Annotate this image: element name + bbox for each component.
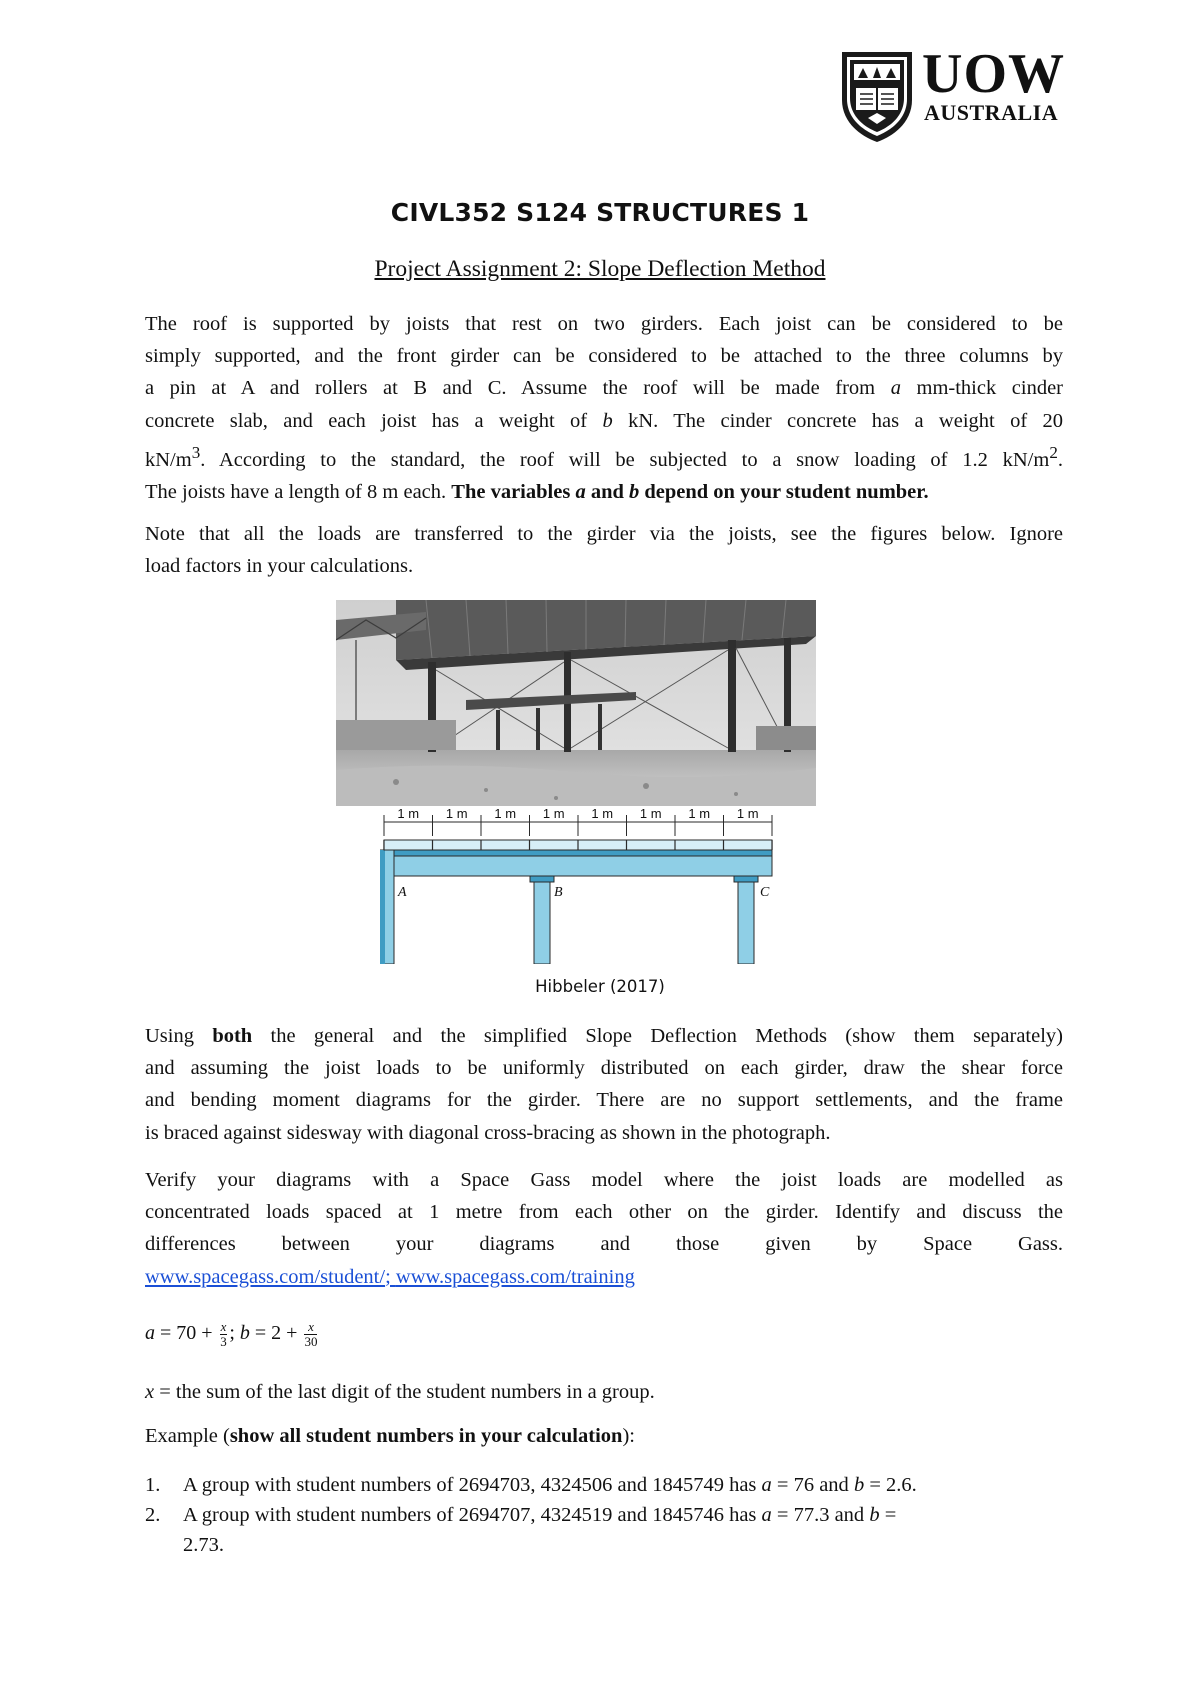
logo-uow-text: UOW [922, 43, 1065, 105]
intro-line: $kN/m^3$. According to the standard, the roof will be subjected to a snow loading of 1.2 $kN/m^2$. [145, 442, 1063, 471]
uow-crest-icon [838, 48, 916, 144]
span-label: 1 m [494, 806, 517, 821]
course-title: CIVL352 S124 STRUCTURES 1 [390, 198, 810, 227]
variable-formula: a = 70 + $\frac{x}{3}$ ; b = 2 + $\frac{x}{30}$ [145, 1319, 318, 1349]
intro-line: The roof is supported by joists that rest on two girders. Each joist can be considered to be [145, 313, 1063, 335]
verify-line: concentrated loads spaced at 1 metre from each other on the girder. Identify and discuss the [145, 1201, 1063, 1224]
column-b [534, 876, 550, 964]
figure-caption: Hibbeler (2017) [535, 977, 665, 996]
girder-top-flange [380, 850, 772, 856]
column-c-cap [734, 876, 758, 882]
fraction-b: $\frac{x}{30}$ [304, 1319, 318, 1349]
column-a-shade [380, 850, 385, 964]
girder-diagram [380, 806, 810, 964]
roof-structure-photo [336, 600, 816, 806]
logo-australia-text: AUSTRALIA [924, 100, 1059, 125]
list-item: 1. A group with student numbers of 2694703, 4324506 and 1845749 has a = 76 and b = 2.6. [145, 1474, 917, 1496]
uow-logo [838, 43, 1065, 144]
example-heading: Example (show all student numbers in your calculation): [145, 1425, 635, 1447]
span-label: 1 m [397, 806, 420, 821]
method-line: and assuming the joist loads to be uniformly distributed on each girder, draw the shear force [145, 1057, 1063, 1080]
support-label: C [760, 885, 770, 900]
support-label: A [398, 885, 407, 900]
method-line: and bending moment diagrams for the girder. There are no support settlements, and the frame [145, 1089, 1063, 1112]
intro-line: The joists have a length of 8 m each. The variables a and b depend on your student number. [145, 480, 929, 503]
span-label: 1 m [542, 806, 565, 821]
fraction-a: $\frac{x}{3}$ [220, 1319, 227, 1349]
note-line: load factors in your calculations. [145, 555, 414, 578]
method-line: Using both the general and the simplified Slope Deflection Methods (show them separately) [145, 1025, 1063, 1047]
span-label: 1 m [445, 806, 468, 821]
method-paragraph [145, 1020, 1063, 1149]
assignment-subtitle: Project Assignment 2: Slope Deflection Method [374, 256, 826, 282]
verify-links-line [145, 1261, 1063, 1293]
link-separator: ; [385, 1265, 396, 1288]
column-b-cap [530, 876, 554, 882]
spacegass-student-link[interactable]: www.spacegass.com/student/ [145, 1265, 386, 1288]
span-label: 1 m [736, 806, 759, 821]
support-label: B [554, 885, 563, 900]
list-item: 2. A group with student numbers of 2694707, 4324519 and 1845746 has a = 77.3 and b = 2.73. [145, 1504, 897, 1556]
span-label: 1 m [639, 806, 662, 821]
verify-paragraph [145, 1164, 1063, 1293]
verify-line: Verify your diagrams with a Space Gass model where the joist loads are modelled as [145, 1169, 1063, 1191]
example-list [145, 1470, 1065, 1560]
verify-line: differences between your diagrams and those given by Space Gass. [145, 1233, 1063, 1256]
span-label: 1 m [591, 806, 614, 821]
intro-line: concrete slab, and each joist has a weight of b kN. The cinder concrete has a weight of 20 [145, 409, 1063, 432]
method-line: is braced against sidesway with diagonal cross-bracing as shown in the photograph. [145, 1121, 831, 1144]
intro-paragraph [145, 308, 1063, 508]
x-definition: x = the sum of the last digit of the student numbers in a group. [145, 1381, 655, 1403]
span-label: 1 m [688, 806, 711, 821]
note-paragraph [145, 518, 1063, 582]
intro-line: a pin at A and rollers at B and C. Assume the roof will be made from a mm-thick cinder [145, 377, 1063, 400]
column-c [738, 876, 754, 964]
note-line: Note that all the loads are transferred to the girder via the joists, see the figures below. Ignore [145, 523, 1063, 545]
intro-line: simply supported, and the front girder can be considered to be attached to the three columns by [145, 345, 1063, 368]
spacegass-training-link[interactable]: www.spacegass.com/training [395, 1265, 635, 1288]
